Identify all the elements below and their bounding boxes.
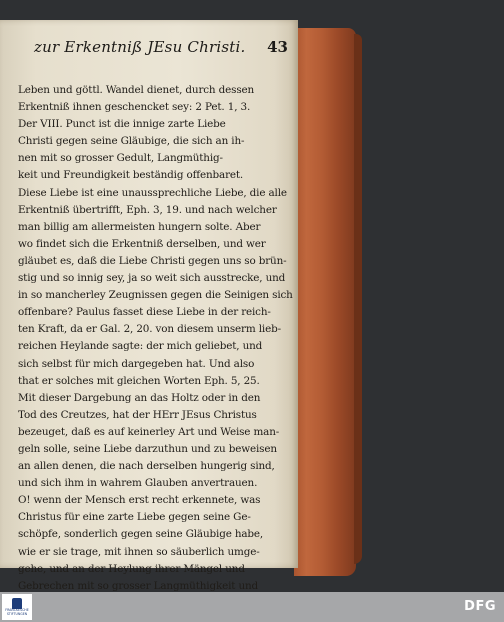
text-line: und sich ihm in wahrem Glauben anvertrauen. [18, 477, 258, 490]
text-line: in so mancherley Zeugnissen gegen die Seinigen sich [18, 289, 293, 302]
book-scan [0, 12, 368, 592]
text-line: that er solches mit gleichen Worten Eph. 5, 25. [18, 374, 260, 387]
text-line: geln solle, seine Liebe darzuthun und zu beweisen [18, 442, 277, 455]
text-line: offenbare? Paulus fasset diese Liebe in der reich- [18, 306, 271, 319]
text-line: stig und so innig sey, ja so weit sich ausstrecke, und [18, 272, 286, 285]
text-line: reichen Heylande sagte: der mich geliebet, und [18, 340, 263, 353]
text-line: schöpfe, sonderlich gegen seine Gläubige habe, [18, 528, 264, 541]
text-line: Mit dieser Dargebung an das Holtz oder in den [18, 391, 261, 404]
text-line: sich selbst für mich dargegeben hat. Und also [18, 357, 255, 370]
text-line: man billig am allermeisten hungern solte. Aber [18, 220, 261, 233]
running-head [34, 38, 288, 62]
footer-bar [0, 592, 504, 622]
running-title: zur Erkentniß JEsu Christi. [34, 38, 246, 56]
text-line: wie er sie trage, mit ihnen so säuberlich umge- [18, 545, 260, 558]
text-line: Gebrechen mit so grosser Langmüthigkeit und [18, 579, 259, 592]
text-line: ten Kraft, da er Gal. 2, 20. von diesem unserm lieb- [18, 323, 281, 336]
text-line: bezeuget, daß es auf keinerley Art und Weise man- [18, 425, 280, 438]
text-line: nen mit so grosser Gedult, Langmüthig- [18, 152, 223, 165]
text-line: Christi gegen seine Gläubige, die sich an ih- [18, 135, 245, 148]
text-line: Der VIII. Punct ist die innige zarte Liebe [18, 118, 226, 131]
text-line: O! wenn der Mensch erst recht erkennete, was [18, 494, 261, 507]
dfg-logo[interactable]: DFG [464, 599, 496, 614]
text-line: Diese Liebe ist eine unaussprechliche Liebe, die alle [18, 186, 287, 199]
text-line: Leben und göttl. Wandel dienet, durch dessen [18, 84, 255, 96]
text-line: gläubet es, daß die Liebe Christi gegen uns so brün- [18, 254, 287, 267]
library-logo[interactable] [2, 594, 32, 620]
page-number: 43 [267, 38, 288, 56]
book-page [0, 20, 298, 592]
book-fore-edge [294, 28, 356, 576]
text-line: Erkentniß übertrifft, Eph. 3, 19. und nach welcher [18, 203, 277, 216]
text-line: wo findet sich die Erkentniß derselben, und wer [18, 237, 266, 250]
text-line: gehe, und an der Heylung ihrer Mängel und [18, 562, 245, 575]
text-line: keit und Freundigkeit beständig offenbaret. [18, 169, 244, 182]
library-logo-caption: FRANCKESCHE STIFTUNGEN [5, 608, 29, 616]
text-line: Christus für eine zarte Liebe gegen seine Ge- [18, 511, 251, 524]
text-line: an allen denen, die nach derselben hungerig sind, [18, 460, 275, 473]
text-line: Tod des Creutzes, hat der HErr JEsus Christus [18, 408, 257, 421]
text-line: Erkentniß ihnen geschencket sey: 2 Pet. 1, 3. [18, 101, 251, 114]
body-text [18, 82, 293, 612]
